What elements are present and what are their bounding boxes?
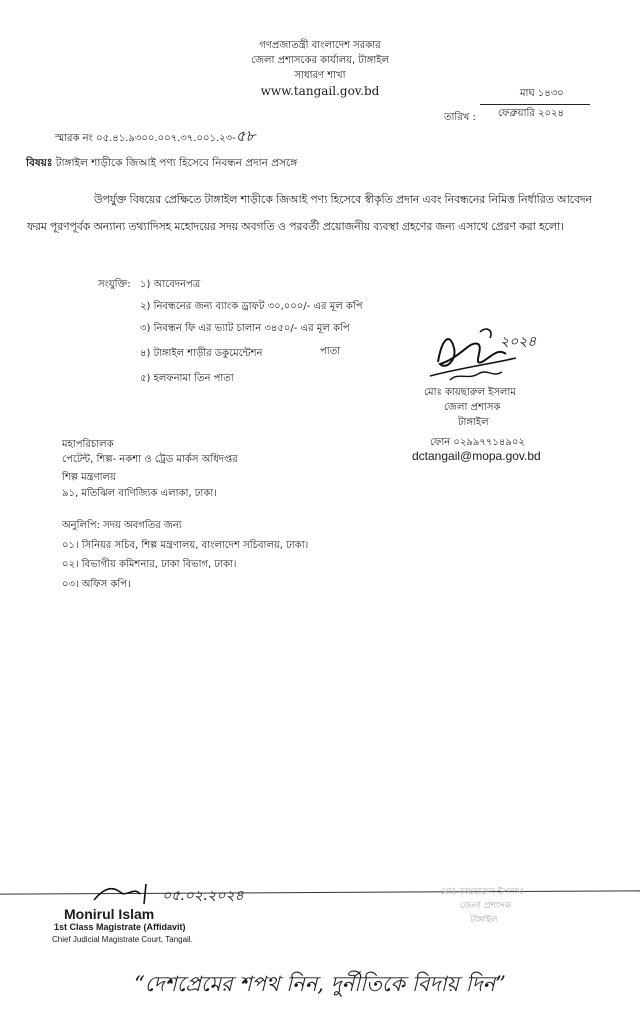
body-line-1: উপর্যুক্ত বিষয়ের প্রেক্ষিতে টাঙ্গাইল শাড়ীকে জিআই পণ্য হিসেবে স্বীকৃতি প্রদান এবং নিবন্ধনের নিমিত্ত নির্ধারিত আবেদন <box>94 193 592 206</box>
attestation-date: ০৫.০২.২০২৪ <box>162 888 244 904</box>
recipient-line-1: পেটেন্ট, শিল্প- নকশা ও ট্রেড মার্কস অধিদপ্তর <box>62 454 238 465</box>
office-title: জেলা প্রশাসকের কার্যালয়, টাঙ্গাইল <box>251 55 389 66</box>
date-divider <box>480 104 590 105</box>
memo-number <box>55 125 255 150</box>
body-line-2: ফরম পূরণপূর্বক অন্যান্য তথ্যাদিসহ মহোদয়ের সদয় অবগতি ও পরবর্তী প্রয়োজনীয় ব্যবস্থা গ্রহণের জন্য এসাথে প্রেরণ করা হলো। <box>27 220 564 233</box>
copy-item: ০২। বিভাগীয় কমিশনার, ঢাকা বিভাগ, ঢাকা। <box>62 559 237 570</box>
attachment-item: ১) আবেদনপত্র <box>140 279 201 290</box>
attestation-line-2: Chief Judicial Magistrate Court, Tangail. <box>52 935 193 944</box>
memo-handwritten-number: ৫৮ <box>235 127 256 145</box>
signatory-designation: জেলা প্রশাসক <box>444 402 501 413</box>
bengali-date: মাঘ ১৪৩০ <box>520 88 564 99</box>
subject-line <box>26 156 297 173</box>
recipient-line-2: শিল্প মন্ত্রণালয় <box>62 472 116 483</box>
english-date: ফেব্রুয়ারি ২০২৪ <box>498 108 565 119</box>
attachment-item: ২) নিবন্ধনের জন্য ব্যাংক ড্রাফট ৩০,০০০/- এর মূল কপি <box>140 301 363 312</box>
subject-text: টাঙ্গাইল শাড়ীকে জিআই পণ্য হিসেবে নিবন্ধন প্রদান প্রসঙ্গে <box>55 157 298 169</box>
signatory-phone: ফোন ০২৯৯৭৭১৪৯০২ <box>430 437 525 448</box>
signature-date: ২০২৪ <box>500 334 537 350</box>
footer-slogan: “দেশপ্রেমের শপথ নিন, দুর্নীতিকে বিদায় দিন” <box>134 972 506 996</box>
recipient-title: মহাপরিচালক <box>62 439 114 450</box>
memo-number-text: স্মারক নং ০৫.৪১.৯৩০০.০০৭.৩৭.০০১.২৩- <box>55 133 236 144</box>
section-title: সাধারণ শাখা <box>294 70 346 81</box>
attestation-line-1: 1st Class Magistrate (Affidavit) <box>54 922 186 932</box>
signatory-location: টাঙ্গাইল <box>458 417 489 428</box>
signatory-email: dctangail@mopa.gov.bd <box>412 449 541 463</box>
attachment-item: ৩) নিবন্ধন ফি এর ভ্যাট চালান ৩৪৫০/- এর মূল কপি <box>140 323 350 334</box>
attachments-label: সংযুক্তি: <box>98 279 131 290</box>
copy-item: ০৩। অফিস কপি। <box>62 579 131 590</box>
subject-label: বিষয়ঃ <box>26 157 53 169</box>
attestation-name: Monirul Islam <box>64 906 155 922</box>
faded-stamp-line: টাঙ্গাইল <box>470 915 498 925</box>
attachment-item: ৪) টাঙ্গাইল শাড়ীর ডকুমেন্টেশন <box>140 348 263 359</box>
documentation-pages: পাতা <box>320 346 341 357</box>
faded-stamp-line: মোঃ কায়ছারুল ইসলাম <box>440 887 523 897</box>
faded-stamp-line: জেলা প্রশাসক <box>460 901 511 911</box>
website: www.tangail.gov.bd <box>260 84 380 98</box>
attachment-item: ৫) হলফনামা তিন পাতা <box>140 373 234 384</box>
recipient-line-3: ৯১, মতিঝিল বাণিজ্যিক এলাকা, ঢাকা। <box>62 488 217 499</box>
copy-item: ০১। সিনিয়র সচিব, শিল্প মন্ত্রণালয়, বাংলাদেশ সচিবালয়, ঢাকা। <box>62 540 309 551</box>
date-label: তারিখ : <box>444 112 476 123</box>
government-title: গণপ্রজাতন্ত্রী বাংলাদেশ সরকার <box>259 40 381 51</box>
signatory-name: মোঃ কায়ছারুল ইসলাম <box>424 387 516 398</box>
copies-label: অনুলিপি: সদয় অবগতির জন্য <box>62 520 182 531</box>
attestation-signature <box>90 882 160 906</box>
signature-scribble <box>420 318 570 386</box>
